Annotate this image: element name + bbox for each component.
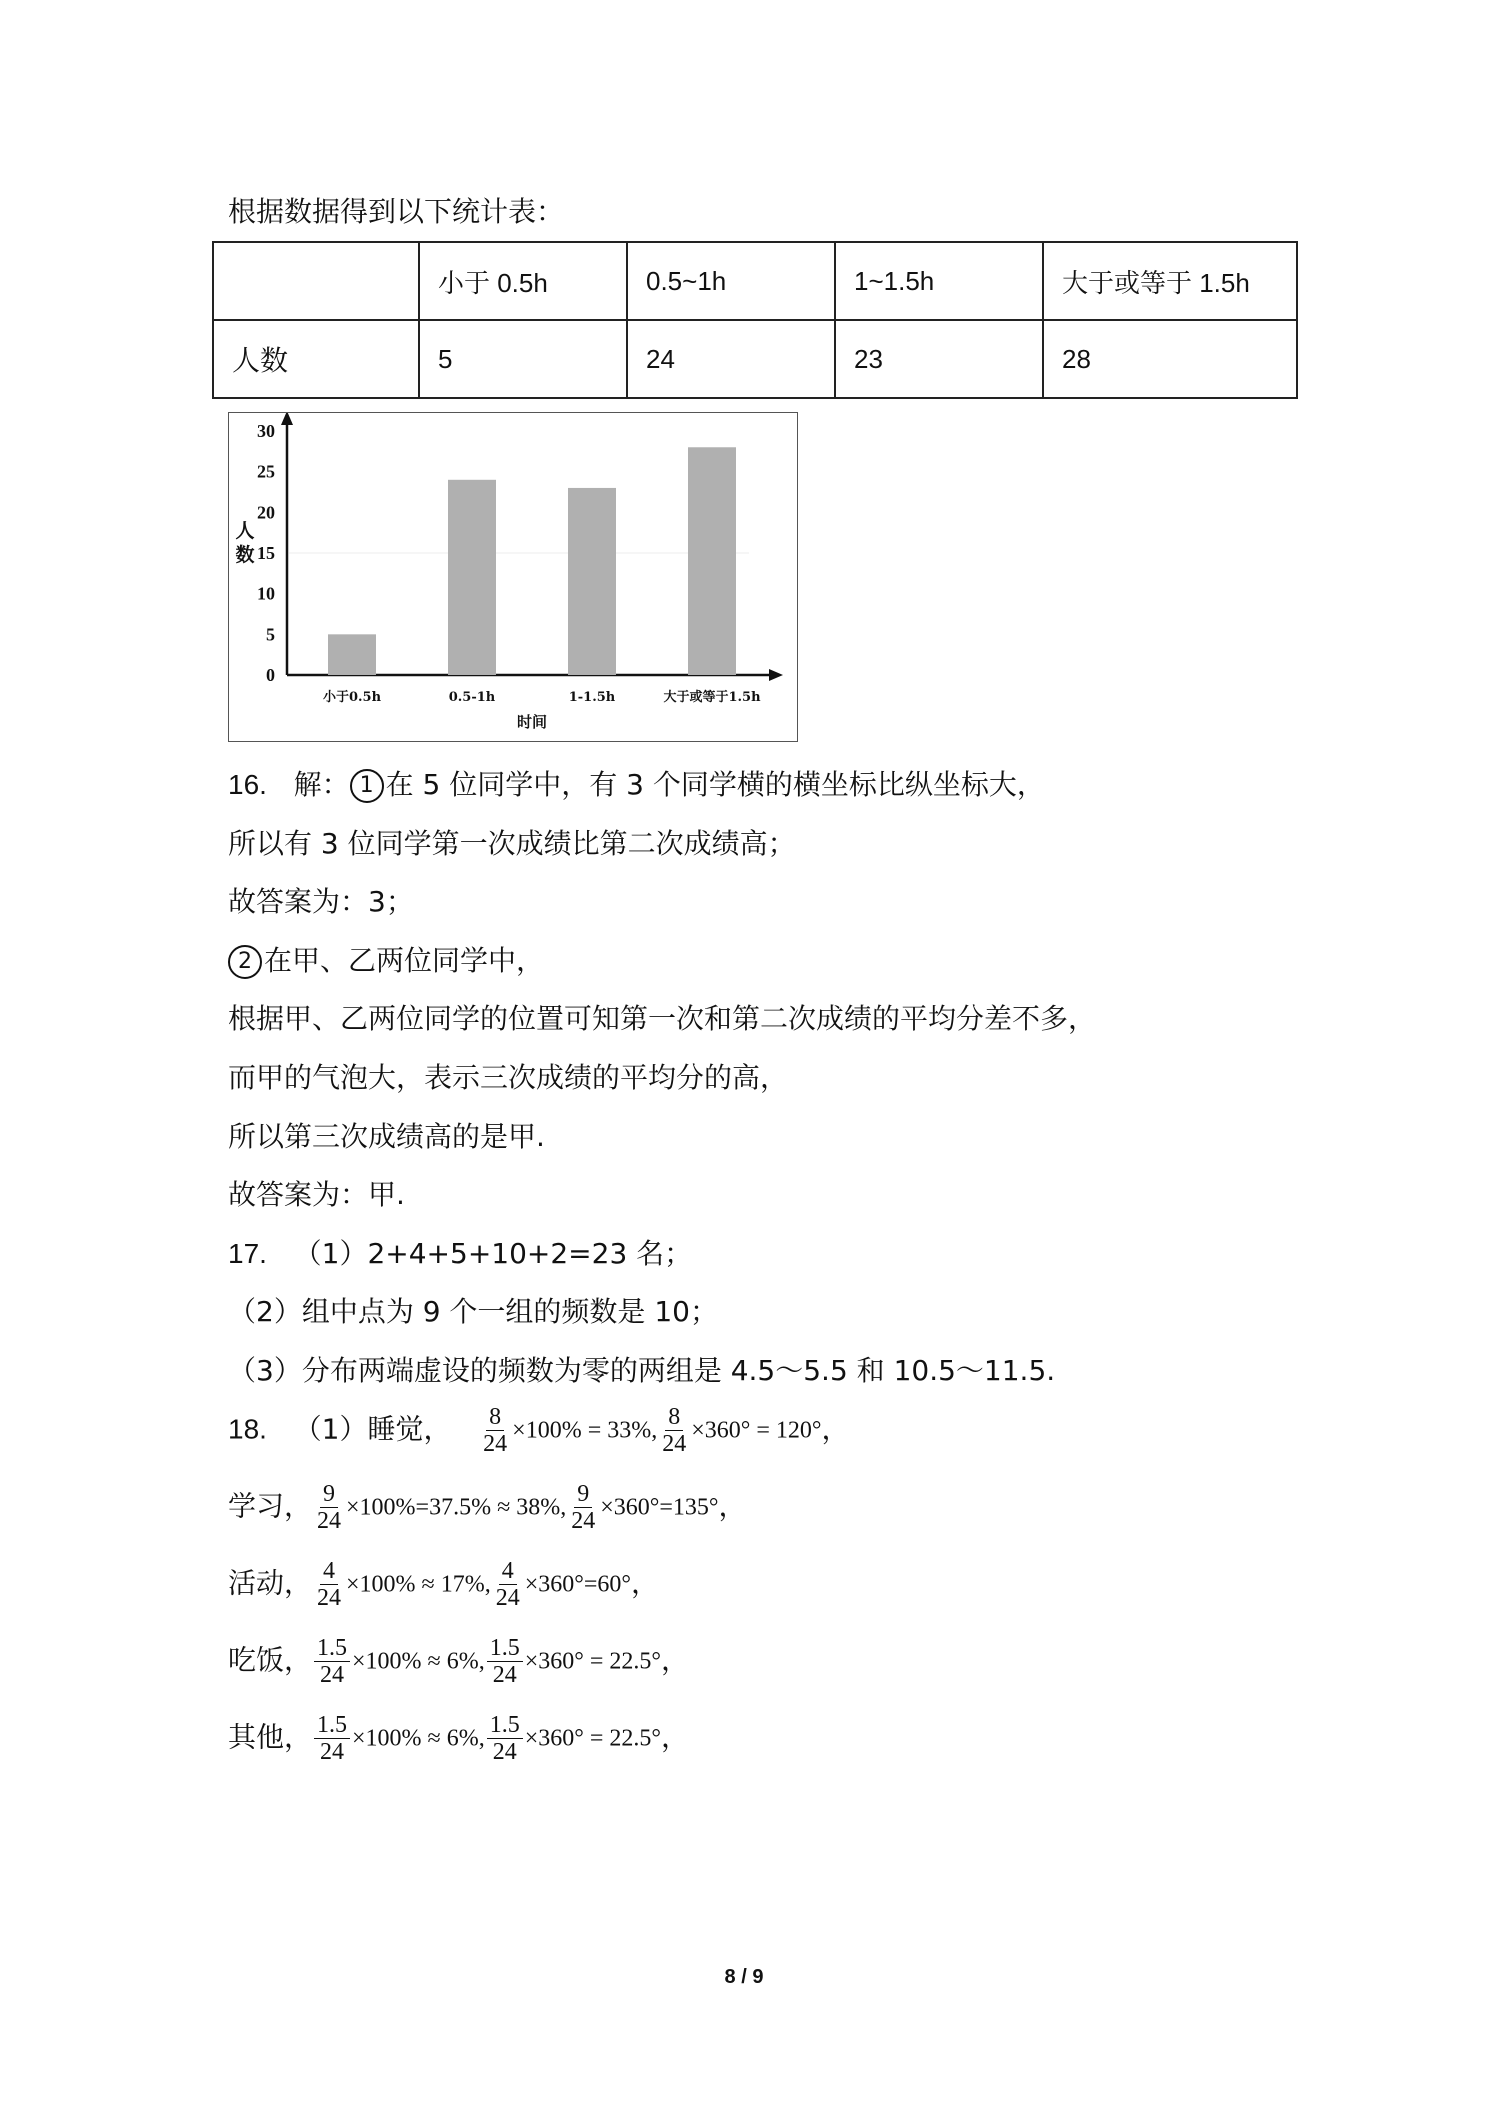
y-tick-label: 0: [266, 665, 275, 685]
q17-text: （1）2+4+5+10+2=23 名；: [293, 1237, 693, 1270]
table-row: [213, 320, 1297, 398]
fraction: $\frac{9}{24}$: [317, 1481, 342, 1534]
question-number: 16.: [228, 769, 267, 800]
y-axis-arrow: [281, 413, 293, 425]
q17-line-2: （2）组中点为 9 个一组的频数是 10；: [228, 1295, 718, 1328]
q18-line-1: 18. （1）睡觉， $\frac{8}{24}$ ×100% = 33%, $\frac{8}{24}$ ×360° = 120°，: [228, 1404, 850, 1457]
fraction: $\frac{1.5}{24}$: [487, 1712, 523, 1765]
fraction: $\frac{9}{24}$: [571, 1481, 596, 1534]
q17-line-3: （3）分布两端虚设的频数为零的两组是 4.5～5.5 和 10.5～11.5.: [228, 1354, 1056, 1387]
table-cell: 5: [419, 320, 627, 398]
y-axis-label: 数: [235, 544, 255, 566]
q18-line-3: 活动， $\frac{4}{24}$ ×100% ≈ 17%, $\frac{4}{24}$ ×360°=60°，: [228, 1558, 659, 1611]
table-header-cell: 小于 0.5h: [419, 242, 627, 320]
y-tick-label: 10: [257, 583, 275, 604]
q18-label: （1）睡觉，: [293, 1412, 452, 1446]
table-header-row: [213, 242, 1297, 320]
fraction: $\frac{4}{24}$: [495, 1558, 520, 1611]
y-tick-label: 15: [257, 543, 275, 563]
question-number: 18.: [228, 1413, 267, 1445]
fraction: $\frac{8}{24}$: [483, 1404, 508, 1457]
x-tick-label: 0.5-1h: [448, 690, 496, 705]
y-tick-label: 30: [257, 421, 275, 441]
table-header-cell: 大于或等于 1.5h: [1043, 242, 1297, 320]
bar: [688, 447, 736, 675]
bar: [568, 488, 616, 675]
q18-line-2: 学习， $\frac{9}{24}$ ×100%=37.5% ≈ 38%, $\frac{9}{24}$ ×360°=135°，: [228, 1481, 747, 1534]
q18-label: 学习，: [228, 1489, 313, 1523]
q18-line-4: 吃饭， $\frac{1.5}{24}$ ×100% ≈ 6%, $\frac{1.5}{24}$ ×360° = 22.5°，: [228, 1635, 689, 1688]
table-header-cell: 0.5~1h: [627, 242, 835, 320]
fraction: $\frac{1.5}{24}$: [314, 1635, 350, 1688]
y-axis-label: 人: [235, 520, 255, 542]
table-cell: 24: [627, 320, 835, 398]
q16-line-2: 所以有 3 位同学第一次成绩比第二次成绩高；: [228, 827, 796, 860]
bar: [328, 634, 376, 675]
y-tick-label: 25: [257, 461, 275, 482]
table-header-cell: 1~1.5h: [835, 242, 1043, 320]
q16-prefix: 解：: [293, 768, 350, 801]
circled-number: 1: [350, 769, 384, 803]
table-cell: 28: [1043, 320, 1297, 398]
q17-line-1: [228, 1234, 692, 1274]
math-expr: ×360°=60°: [524, 1571, 631, 1598]
x-tick-label: 小于0.5h: [322, 690, 382, 705]
fraction: $\frac{8}{24}$: [662, 1404, 687, 1457]
table-row-label: 人数: [213, 320, 419, 398]
intro-text: 根据数据得到以下统计表：: [228, 195, 565, 228]
y-tick-label: 5: [266, 624, 275, 645]
bar: [448, 480, 496, 675]
q16-line-7: 所以第三次成绩高的是甲.: [228, 1120, 545, 1153]
x-axis-arrow: [769, 669, 783, 681]
q16-line-8: 故答案为：甲.: [228, 1178, 405, 1211]
q18-label: 吃饭，: [228, 1643, 313, 1677]
math-expr: ×360° = 120°: [691, 1417, 822, 1444]
q16-line-3: 故答案为：3；: [228, 885, 414, 918]
x-tick-label: 1-1.5h: [568, 690, 616, 705]
q18-line-5: 其他， $\frac{1.5}{24}$ ×100% ≈ 6%, $\frac{1.5}{24}$ ×360° = 22.5°，: [228, 1712, 689, 1765]
y-tick-label: 20: [257, 502, 275, 523]
math-expr: ×100% ≈ 6%,: [352, 1648, 485, 1675]
table-header-cell: [213, 242, 419, 320]
fraction: $\frac{1.5}{24}$: [487, 1635, 523, 1688]
math-expr: ×100% = 33%,: [512, 1417, 658, 1444]
q16-line-4: [228, 941, 544, 981]
question-number: 17.: [228, 1238, 267, 1269]
math-expr: ×360° = 22.5°: [524, 1648, 661, 1675]
q16-line-1: [228, 765, 1045, 805]
math-expr: ×100% ≈ 6%,: [352, 1725, 485, 1752]
math-expr: ×100% ≈ 17%,: [346, 1571, 491, 1598]
q16-line-6: 而甲的气泡大，表示三次成绩的平均分的高，: [228, 1061, 789, 1094]
fraction: $\frac{4}{24}$: [317, 1558, 342, 1611]
q18-label: 活动，: [228, 1566, 313, 1600]
bar-chart: [228, 412, 798, 742]
page-number: 8 / 9: [724, 1966, 764, 1988]
x-axis-label: 时间: [516, 713, 548, 731]
stats-table: [212, 241, 1298, 399]
fraction: $\frac{1.5}{24}$: [314, 1712, 350, 1765]
x-tick-label: 大于或等于1.5h: [663, 690, 761, 705]
q16-text: 在 5 位同学中，有 3 个同学横的横坐标比纵坐标大，: [385, 768, 1045, 801]
math-expr: ×360° = 22.5°: [524, 1725, 661, 1752]
q16-text: 在甲、乙两位同学中，: [264, 944, 545, 977]
q16-line-5: 根据甲、乙两位同学的位置可知第一次和第二次成绩的平均分差不多，: [228, 1002, 1097, 1035]
q18-label: 其他，: [228, 1720, 313, 1754]
circled-number: 2: [228, 945, 262, 979]
table-cell: 23: [835, 320, 1043, 398]
bar-chart-svg: [229, 413, 797, 741]
math-expr: ×360°=135°: [600, 1494, 719, 1521]
math-expr: ×100%=37.5% ≈ 38%,: [346, 1494, 567, 1521]
